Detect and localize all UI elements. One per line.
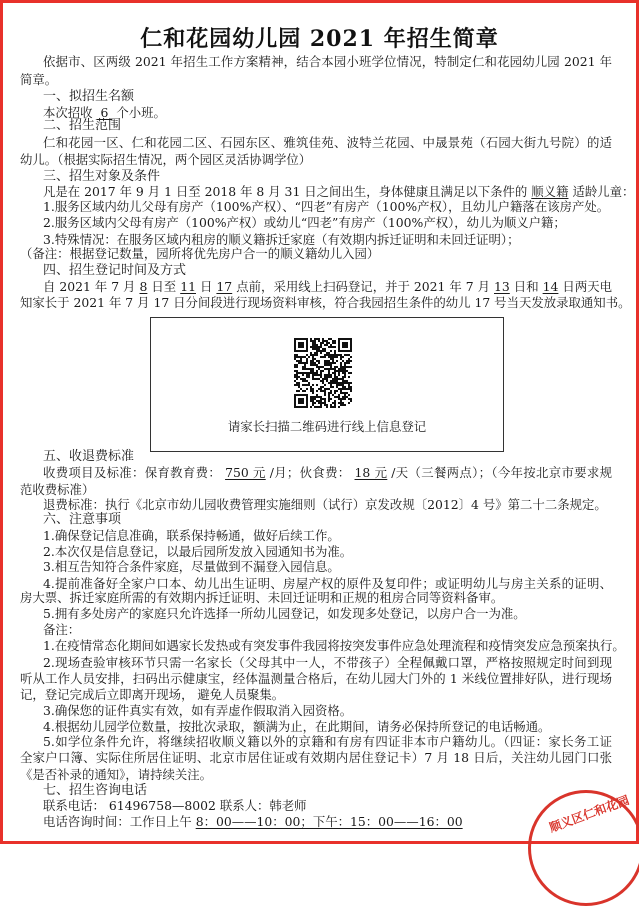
section-heading: [43, 263, 186, 279]
text-line: [43, 734, 612, 750]
text-segment: 收费项目及标准：保育教育费：: [43, 465, 222, 480]
text-segment: 《是否补录的通知》，请持续关注。: [20, 767, 213, 782]
text-segment: 适龄儿童：: [572, 184, 635, 199]
filled-value: 6: [96, 105, 113, 120]
text-segment: 3.相互告知符合条件家庭，尽量做到不漏登入园信息。: [43, 559, 340, 574]
qr-caption: 请家长扫描二维码进行线上信息登记: [227, 419, 427, 434]
text-line: [20, 246, 379, 262]
text-line: [43, 655, 612, 671]
text-segment: 2.本次仅是信息登记，以最后园所发放入园通知书为准。: [43, 544, 353, 559]
text-line: [20, 767, 212, 783]
text-segment: 二、招生范围: [43, 118, 122, 133]
text-segment: 仁和花园一区、仁和花园二区、石园东区、雅筑佳苑、波特兰花园、中晟景苑（石园大街九号院）的适: [43, 135, 612, 150]
text-segment: 5.拥有多处房产的家庭只允许选择一所幼儿园登记，如发现多处登记，以房户合一为准。: [43, 606, 526, 621]
text-line: [43, 528, 340, 544]
text-segment: 房大票、拆迁家庭所需的有效期内拆迁证明、未回迁证明和正规的租房合同等资料备审。: [20, 590, 504, 605]
text-segment: 简章。: [20, 72, 58, 87]
section-heading: [43, 783, 147, 799]
text-line: [43, 798, 307, 814]
filled-value: 8: [139, 279, 148, 294]
text-line: [43, 814, 467, 830]
text-segment: 三、招生对象及条件: [43, 169, 161, 184]
filled-value: 顺义籍: [531, 184, 569, 199]
filled-value: 11: [180, 279, 196, 294]
text-line: [43, 135, 612, 151]
text-line: [43, 703, 352, 719]
text-segment: 4.提前准备好全家户口本、幼儿出生证明、房屋产权的原件及复印件；或证明幼儿与房主关系的证明、: [43, 576, 612, 591]
text-segment: 一、拟招生名额: [43, 89, 135, 104]
text-segment: 个小班。: [116, 105, 166, 120]
text-segment: 1.确保登记信息准确，联系保持畅通，做好后续工作。: [43, 528, 340, 543]
text-segment: 4.根据幼儿园学位数量，按批次录取，额满为止，在此期间，请务必保持所登记的电话畅通。: [43, 719, 551, 734]
text-segment: 日: [199, 279, 213, 294]
text-segment: 1.服务区域内幼儿父母有房产（100%产权）、“四老”有房产（100%产权），且幼儿户籍落在该房产处。: [43, 199, 610, 214]
text-segment: 2.现场查验审核环节只需一名家长（父母其中一人，不带孩子）全程佩戴口罩，严格按照规定时间到现: [43, 655, 612, 670]
filled-value: 17: [216, 279, 233, 294]
text-line: [20, 671, 612, 687]
filled-value: 18 元: [354, 465, 388, 480]
text-segment: 六、注意事项: [43, 512, 122, 527]
official-seal-stamp: [528, 790, 639, 906]
text-line: [43, 497, 607, 513]
text-segment: 知家长于 2021 年 7 月 17 日分间段进行现场资料审核，符合我园招生条件的幼儿 17 号当天发放录取通知书。: [20, 295, 631, 310]
section-heading: [43, 89, 134, 105]
text-segment: 本次招收: [43, 105, 93, 120]
text-segment: 范收费标准）: [20, 482, 95, 497]
text-segment: 联系电话： 61496758—8002 联系人：韩老师: [43, 798, 307, 813]
text-segment: /月；伙食费：: [269, 465, 351, 480]
document-title: 仁和花园幼儿园 2021 年招生简章: [140, 26, 499, 52]
text-segment: 日两天电: [562, 279, 612, 294]
qr-code-icon[interactable]: [294, 338, 352, 408]
text-segment: 依据市、区两级 2021 年招生工作方案精神，结合本园小班学位情况，特制定仁和花园幼儿园 2021 年: [43, 54, 612, 69]
section-heading: [43, 449, 134, 465]
text-line: [43, 638, 625, 654]
text-line: [20, 72, 57, 88]
text-segment: 备注：: [43, 622, 81, 637]
text-line: [20, 295, 630, 311]
text-segment: 退费标准：执行《北京市幼儿园收费管理实施细则（试行）京发改规〔2012〕4 号》第二十二条规定。: [43, 497, 607, 512]
section-heading: [43, 512, 121, 528]
text-line: [43, 215, 566, 231]
text-line: [43, 279, 612, 295]
text-segment: /天（三餐两点）；（今年按北京市要求规: [391, 465, 612, 480]
text-line: [43, 199, 609, 215]
text-line: [20, 590, 503, 606]
text-line: [20, 152, 311, 168]
text-segment: （备注：根据登记数量，园所将优先房户合一的顺义籍幼儿入园）: [20, 246, 380, 261]
text-segment: 全家户口簿、实际住所居住证明、北京市居住证或有效期内居住登记卡）7 月 18 日后，关注幼儿园门口张: [20, 750, 612, 765]
filled-value: 13: [494, 279, 510, 294]
text-segment: 凡是在 2017 年 9 月 1 日至 2018 年 8 月 31 日之间出生，身体健康且满足以下条件的: [43, 184, 528, 199]
text-line: [20, 482, 94, 498]
filled-value: 14: [542, 279, 559, 294]
text-segment: 四、招生登记时间及方式: [43, 263, 187, 278]
text-line: [43, 606, 526, 622]
text-segment: 幼儿。（根据实际招生情况，两个园区灵活协调学位）: [20, 152, 312, 167]
text-segment: 五、收退费标准: [43, 449, 135, 464]
filled-value: 750 元: [225, 465, 266, 480]
text-segment: 记，登记完成后立即离开现场， 避免人员聚集。: [20, 687, 285, 702]
text-segment: 1.在疫情常态化期间如遇家长发热或有突发事件我园将按突发事件应急处理流程和疫情突发应急预案执行。: [43, 638, 625, 653]
text-segment: 日至: [151, 279, 177, 294]
text-segment: 自 2021 年 7 月: [43, 279, 136, 294]
text-segment: 日和: [513, 279, 539, 294]
text-line: [43, 54, 612, 70]
text-segment: 5.如学位条件允许，将继续招收顺义籍以外的京籍和有房有四证非本市户籍幼儿。（四证：家长务工证: [43, 734, 612, 749]
text-line: [43, 184, 634, 200]
stamp-text: 顺义区仁和花园: [547, 793, 632, 835]
text-line: [43, 544, 352, 560]
section-heading: [43, 118, 121, 134]
text-segment: 点前，采用线上扫码登记，并于 2021 年 7 月: [236, 279, 490, 294]
text-line: [20, 750, 612, 766]
section-heading: [43, 169, 160, 185]
qr-code-box: [150, 317, 504, 452]
text-segment: 3.特殊情况：在服务区域内租房的顺义籍拆迁家庭（有效期内拆迁证明和未回迁证明）；: [43, 232, 520, 247]
text-segment: 听从工作人员安排，扫码出示健康宝，经体温测量合格后，在幼儿园大门外的 1 米线位置排好队，进行现场: [20, 671, 612, 686]
text-line: [20, 687, 284, 703]
text-line: [43, 559, 340, 575]
text-segment: 电话咨询时间：工作日上午: [43, 814, 192, 829]
text-line: [43, 465, 612, 481]
text-segment: 七、招生咨询电话: [43, 783, 148, 798]
filled-value: 8：00——10：00；下午：15：00——16：00: [195, 814, 463, 829]
text-segment: 2.服务区域内父母有房产（100%产权）或幼儿“四老”有房产（100%产权），幼儿为顺义户籍；: [43, 215, 566, 230]
text-segment: 3.确保您的证件真实有效，如有弄虚作假取消入园资格。: [43, 703, 353, 718]
text-line: [43, 719, 550, 735]
text-line: [43, 622, 80, 638]
